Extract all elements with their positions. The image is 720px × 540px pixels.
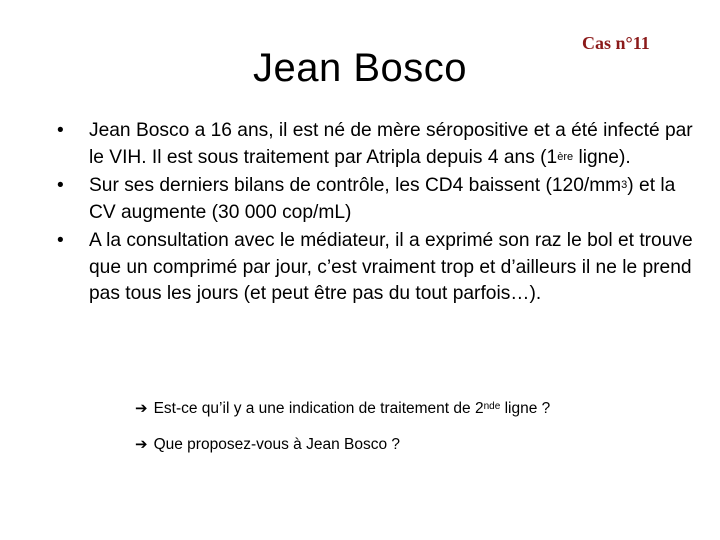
bullet-superscript: ère [557, 150, 574, 163]
question-text-end: ligne ? [500, 400, 551, 417]
slide-title: Jean Bosco [252, 46, 468, 90]
bullet-marker: • [57, 230, 64, 251]
bullet-item-age-treatment [57, 118, 697, 171]
question-text: Que proposez-vous à Jean Bosco ? [153, 436, 401, 453]
question-text: Est-ce qu’il y a une indication de traitement de 2 [153, 400, 484, 417]
bullet-text: Sur ses derniers bilans de contrôle, les CD4 baissent (120/mm [89, 175, 622, 196]
bullet-superscript: 3 [621, 179, 628, 191]
right-arrow-icon: ➔ [135, 435, 148, 453]
case-number-tag: Cas n°11 [582, 33, 650, 53]
question-second-line-indication [135, 398, 550, 419]
bullet-text: Jean Bosco a 16 ans, il est né de mère séropositive et a été infecté par le VIH. Il est sous traitement par Atripla depuis 4 ans (1 [89, 120, 693, 168]
bullet-item-lab-results [57, 173, 697, 226]
bullet-list [57, 118, 697, 310]
right-arrow-icon: ➔ [135, 399, 148, 417]
bullet-item-consultation [57, 228, 697, 308]
bullet-text-end: ligne). [573, 146, 631, 168]
bullet-marker: • [57, 120, 64, 141]
bullet-text: A la consultation avec le médiateur, il a exprimé son raz le bol et trouve que un comprimé par jour, c’est vraiment trop et d’ailleurs il ne le prend pas tous les jours (et peut être pas du tout parfois…). [89, 230, 693, 304]
bullet-marker: • [57, 175, 64, 196]
bullet-text-end: ) et la CV augmente (30 000 cop/mL) [89, 175, 676, 223]
question-proposal [135, 434, 400, 455]
question-superscript: nde [483, 401, 501, 412]
